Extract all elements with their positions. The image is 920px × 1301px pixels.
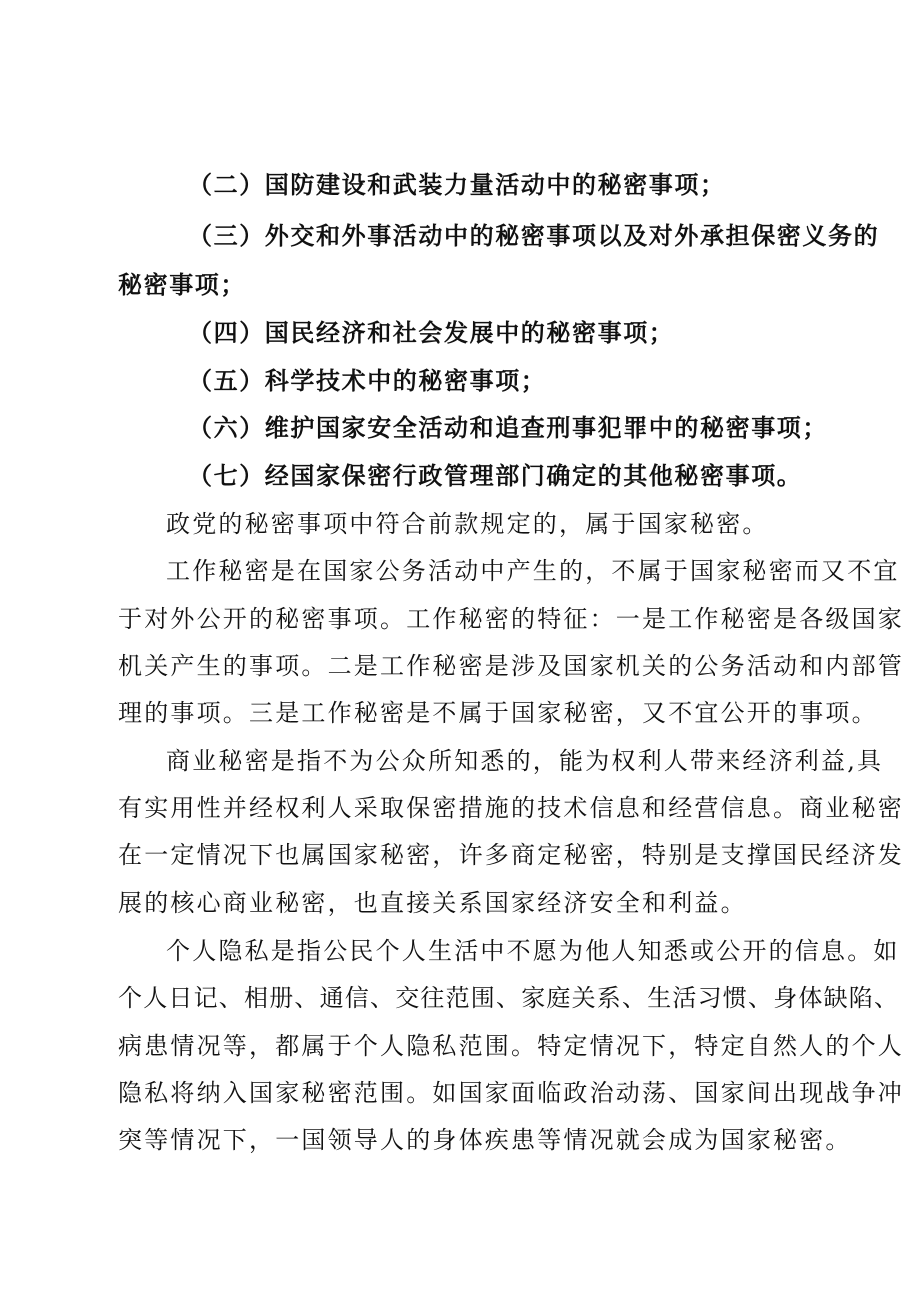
paragraph-work-secret-line: 工作秘密是在国家公务活动中产生的，不属于国家秘密而又不宜 — [166, 557, 900, 585]
paragraph-business-secret-line: 在一定情况下也属国家秘密，许多商定秘密，特别是支撑国民经济发 — [118, 841, 904, 869]
paragraph-business-secret-line: 展的核心商业秘密，也直接关系国家经济安全和利益。 — [118, 889, 747, 917]
paragraph-privacy-line: 病患情况等，都属于个人隐私范围。特定情况下，特定自然人的个人 — [118, 1032, 904, 1060]
paragraph-party-line: 政党的秘密事项中符合前款规定的，属于国家秘密。 — [166, 510, 769, 538]
paragraph-business-secret-line: 有实用性并经权利人采取保密措施的技术信息和经营信息。商业秘密 — [118, 794, 904, 822]
paragraph-privacy-line: 个人隐私是指公民个人生活中不愿为他人知悉或公开的信息。如 — [166, 937, 900, 965]
paragraph-work-secret-line: 理的事项。三是工作秘密是不属于国家秘密，又不宜公开的事项。 — [118, 699, 878, 727]
paragraph-privacy-line: 突等情况下，一国领导人的身体疾患等情况就会成为国家秘密。 — [118, 1126, 852, 1154]
paragraph-privacy-line: 个人日记、相册、通信、交往范围、家庭关系、生活习惯、身体缺陷、 — [118, 984, 900, 1012]
list-item-6: （六）维护国家安全活动和追查刑事犯罪中的秘密事项； — [188, 414, 828, 442]
list-item-3-continuation: 秘密事项； — [118, 271, 246, 299]
paragraph-privacy-line: 隐私将纳入国家秘密范围。如国家面临政治动荡、国家间出现战争冲 — [118, 1079, 904, 1107]
list-item-7: （七）经国家保密行政管理部门确定的其他秘密事项。 — [188, 462, 803, 490]
paragraph-work-secret-line: 机关产生的事项。二是工作秘密是涉及国家机关的公务活动和内部管 — [118, 652, 904, 680]
list-item-2: （二）国防建设和武装力量活动中的秘密事项； — [188, 171, 726, 199]
list-item-5: （五）科学技术中的秘密事项； — [188, 367, 547, 395]
list-item-4: （四）国民经济和社会发展中的秘密事项； — [188, 319, 675, 347]
paragraph-business-secret-line: 商业秘密是指不为公众所知悉的，能为权利人带来经济利益,具 — [166, 747, 884, 775]
list-item-3: （三）外交和外事活动中的秘密事项以及对外承担保密义务的 — [188, 222, 880, 250]
paragraph-work-secret-line: 于对外公开的秘密事项。工作秘密的特征：一是工作秘密是各级国家 — [118, 605, 904, 633]
